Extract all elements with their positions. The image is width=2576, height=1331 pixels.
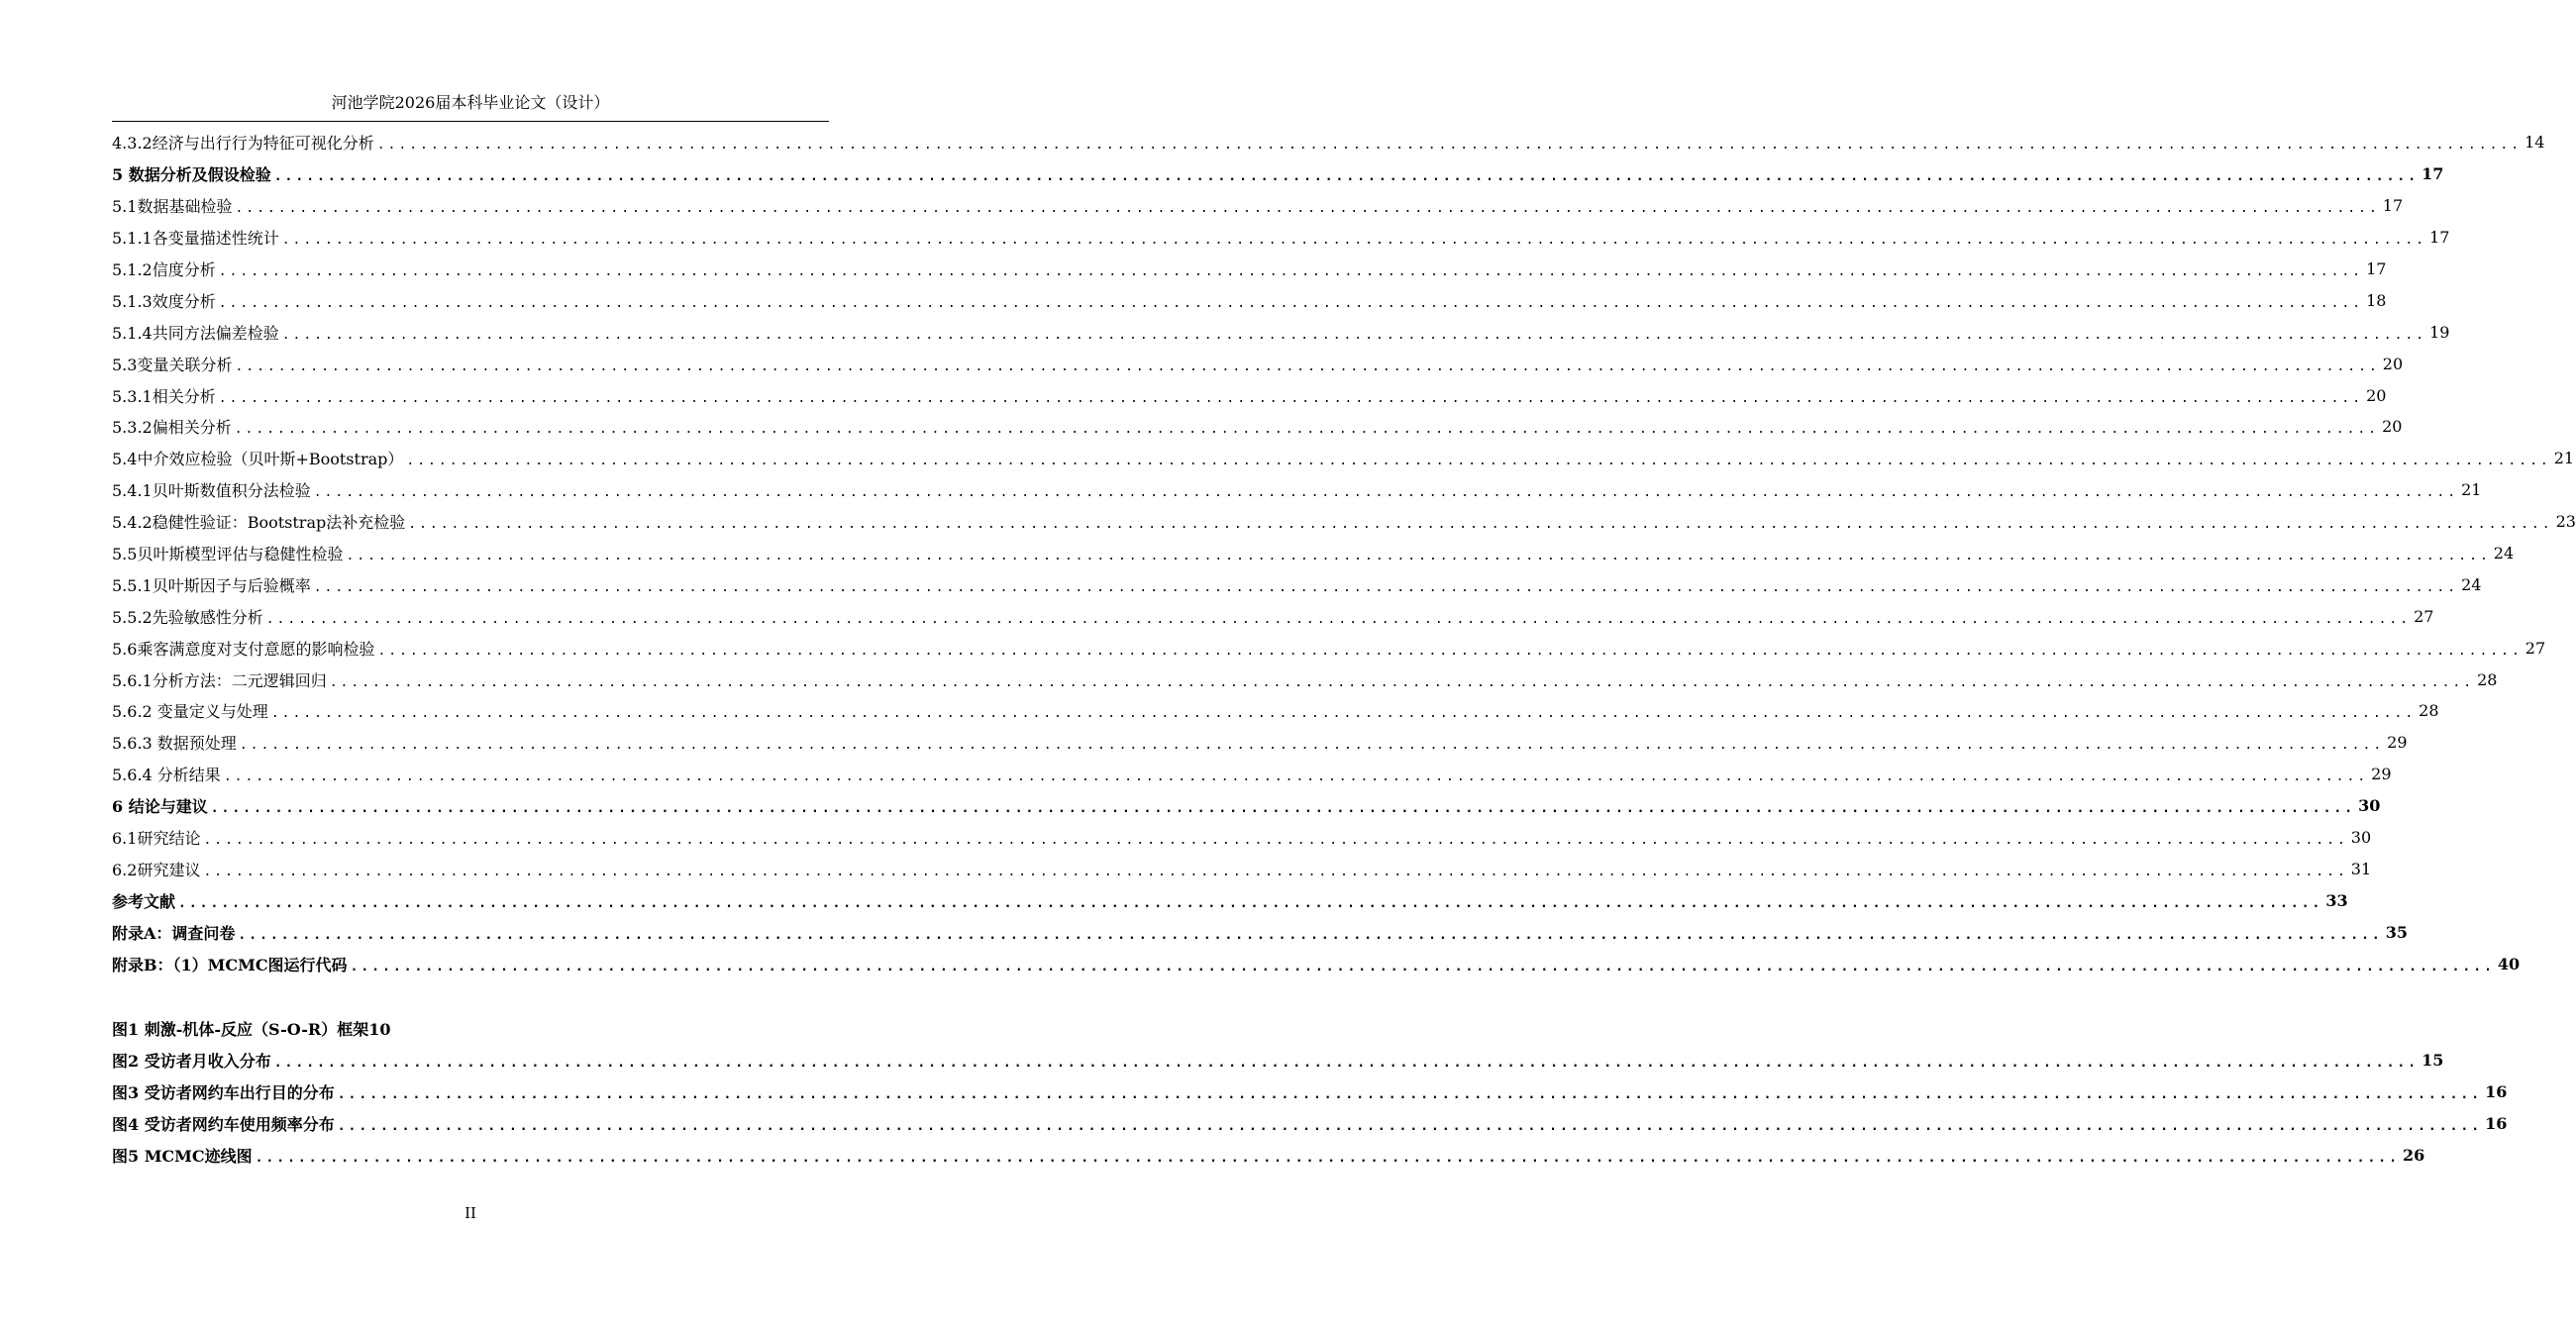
dot-leader: ........................................................................................................................................................................................................ xyxy=(329,674,2475,690)
dot-leader: ........................................................................................................................................................................................................ xyxy=(270,706,2417,722)
toc-entry[interactable] xyxy=(112,474,2482,506)
toc-entry[interactable] xyxy=(112,853,2372,884)
toc-entry[interactable] xyxy=(112,727,2408,759)
toc-entry[interactable] xyxy=(112,916,2409,948)
toc-entry-page-number: 19 xyxy=(2429,322,2450,342)
toc-entry-label: 5.1.2信度分析 xyxy=(112,260,216,279)
toc-entry[interactable] xyxy=(112,1140,2425,1172)
toc-entry-page-number: 17 xyxy=(2429,228,2450,248)
toc-entry-label: 5.4.1贝叶斯数值积分法检验 xyxy=(112,481,311,501)
dot-leader: ........................................................................................................................................................................................................ xyxy=(265,611,2412,627)
dot-leader: ........................................................................................................................................................................................................ xyxy=(234,422,2380,438)
toc-entry-label: 4.3.2经济与出行行为特征可视化分析 xyxy=(112,134,374,154)
toc-entry[interactable] xyxy=(112,632,2546,664)
toc-entry-page-number: 21 xyxy=(2461,480,2482,500)
toc-entry-label: 5.3变量关联分析 xyxy=(112,355,233,374)
toc-entry[interactable] xyxy=(112,411,2403,443)
toc-entry[interactable] xyxy=(112,316,2450,348)
toc-entry[interactable] xyxy=(112,1013,829,1045)
dot-leader: ........................................................................................................................................................................................................ xyxy=(238,927,2383,943)
toc-entry-label: 5.1.3效度分析 xyxy=(112,291,216,311)
toc-entry-label: 5.3.1相关分析 xyxy=(112,386,216,406)
toc-entry[interactable] xyxy=(112,443,2575,474)
toc-entry[interactable] xyxy=(112,664,2498,695)
toc-entry-page-number: 26 xyxy=(2402,1146,2425,1165)
toc-entry[interactable] xyxy=(112,348,2404,379)
toc-entry-label: 5.5贝叶斯模型评估与稳健性检验 xyxy=(112,545,344,564)
toc-entry[interactable] xyxy=(112,948,2521,979)
toc-entry-label: 5.6.4 分析结果 xyxy=(112,766,221,785)
toc-entry-label: 图5 MCMC迹线图 xyxy=(112,1147,253,1166)
toc-entry-page-number: 29 xyxy=(2387,733,2408,753)
toc-entry[interactable] xyxy=(112,190,2404,222)
toc-entry[interactable] xyxy=(112,506,2576,538)
toc-entry-page-number: 35 xyxy=(2385,922,2409,942)
dot-leader: ........................................................................................................................................................................................................ xyxy=(273,169,2420,185)
toc-entry-page-number: 20 xyxy=(2382,354,2404,373)
toc-entry-page-number: 20 xyxy=(2382,417,2403,437)
toc-entry-label: 5.6乘客满意度对支付意愿的影响检验 xyxy=(112,639,375,659)
toc-entry[interactable] xyxy=(112,568,2482,600)
dot-leader: ........................................................................................................................................................................................................ xyxy=(235,358,2380,374)
toc-entry[interactable] xyxy=(112,1108,2508,1140)
toc-entry-label: 5.5.2先验敏感性分析 xyxy=(112,607,263,627)
toc-entry-page-number: 15 xyxy=(2421,1051,2444,1071)
toc-entry-label: 图2 受访者月收入分布 xyxy=(112,1052,271,1072)
toc-entry[interactable] xyxy=(112,1076,2508,1108)
dot-leader: ........................................................................................................................................................................................................ xyxy=(178,895,2323,911)
table-of-contents xyxy=(112,127,2576,979)
toc-entry-page-number: 17 xyxy=(2366,259,2387,278)
toc-entry-page-number: 40 xyxy=(2497,954,2521,973)
toc-entry-page-number: 29 xyxy=(2371,765,2392,784)
dot-leader: ........................................................................................................................................................................................................ xyxy=(313,485,2459,501)
toc-entry-page-number: 14 xyxy=(2524,133,2545,153)
toc-entry-page-number: 30 xyxy=(2350,828,2372,848)
dot-leader: ........................................................................................................................................................................................................ xyxy=(337,1119,2483,1135)
toc-entry-page-number: 23 xyxy=(2555,512,2576,532)
toc-entry[interactable] xyxy=(112,600,2434,632)
running-header: 河池学院2026届本科毕业论文（设计） xyxy=(331,93,610,112)
dot-leader: ........................................................................................................................................................................................................ xyxy=(273,1056,2420,1072)
toc-entry-label: 5.6.2 变量定义与处理 xyxy=(112,702,268,722)
toc-entry-page-number: 16 xyxy=(2485,1082,2508,1102)
dot-leader: ........................................................................................................................................................................................................ xyxy=(346,549,2491,564)
dot-leader: ........................................................................................................................................................................................................ xyxy=(281,327,2427,343)
dot-leader: ........................................................................................................................................................................................................ xyxy=(377,643,2523,659)
dot-leader: ........................................................................................................................................................................................................ xyxy=(210,801,2356,817)
toc-entry-page-number: 24 xyxy=(2493,544,2515,563)
toc-entry-label: 5.1数据基础检验 xyxy=(112,197,233,217)
dot-leader: ........................................................................................................................................................................................................ xyxy=(223,769,2369,785)
toc-entry-label: 5 数据分析及假设检验 xyxy=(112,165,271,185)
toc-entry-page-number: 28 xyxy=(2477,669,2498,689)
toc-entry-page-number: 21 xyxy=(2553,449,2575,468)
dot-leader: ........................................................................................................................................................................................................ xyxy=(255,1151,2400,1166)
dot-leader: ........................................................................................................................................................................................................ xyxy=(406,454,2551,469)
dot-leader: ........................................................................................................................................................................................................ xyxy=(218,390,2364,406)
dot-leader: ........................................................................................................................................................................................................ xyxy=(313,579,2459,595)
dot-leader: ........................................................................................................................................................................................................ xyxy=(239,738,2385,754)
dot-leader: ........................................................................................................................................................................................................ xyxy=(337,1087,2483,1103)
toc-entry[interactable] xyxy=(112,822,2372,854)
header-rule xyxy=(112,121,829,122)
dot-leader: ........................................................................................................................................................................................................ xyxy=(203,864,2348,879)
toc-entry-label: 5.4.2稳健性验证：Bootstrap法补充检验 xyxy=(112,513,406,533)
toc-entry-label: 5.6.3 数据预处理 xyxy=(112,734,237,754)
toc-entry-label: 6 结论与建议 xyxy=(112,797,208,817)
toc-entry-label: 5.1.1各变量描述性统计 xyxy=(112,229,279,249)
toc-entry-page-number: 24 xyxy=(2461,574,2482,594)
toc-entry-label: 5.4中介效应检验（贝叶斯+Bootstrap） xyxy=(112,450,404,469)
toc-entry-page-number: 18 xyxy=(2366,290,2387,310)
toc-entry[interactable] xyxy=(112,158,2444,190)
figure-list xyxy=(112,1013,2508,1171)
toc-entry[interactable] xyxy=(112,222,2450,254)
toc-entry[interactable] xyxy=(112,284,2387,316)
toc-entry-page-number: 28 xyxy=(2419,701,2439,721)
toc-entry-page-number: 17 xyxy=(2382,196,2404,216)
dot-leader: ........................................................................................................................................................................................................ xyxy=(235,201,2380,217)
toc-entry-page-number: 27 xyxy=(2524,638,2546,658)
toc-entry[interactable] xyxy=(112,1045,2444,1076)
toc-entry[interactable] xyxy=(112,695,2439,727)
toc-entry[interactable] xyxy=(112,254,2387,285)
toc-entry-page-number: 16 xyxy=(2485,1114,2508,1134)
dot-leader: ........................................................................................................................................................................................................ xyxy=(350,959,2495,974)
toc-entry-page-number: 33 xyxy=(2325,890,2348,910)
toc-entry[interactable] xyxy=(112,759,2392,790)
dot-leader: ........................................................................................................................................................................................................ xyxy=(376,138,2523,154)
dot-leader: ........................................................................................................................................................................................................ xyxy=(203,833,2348,849)
toc-entry[interactable] xyxy=(112,538,2515,569)
dot-leader: ........................................................................................................................................................................................................ xyxy=(218,264,2364,279)
toc-entry-page-number: 27 xyxy=(2414,606,2434,626)
toc-entry[interactable] xyxy=(112,379,2387,411)
dot-leader: ........................................................................................................................................................................................................ xyxy=(218,295,2364,311)
toc-entry-label: 6.2研究建议 xyxy=(112,860,201,879)
toc-entry-label: 附录A：调查问卷 xyxy=(112,923,236,943)
toc-entry-label: 参考文献 xyxy=(112,891,176,911)
page-number: II xyxy=(464,1204,476,1222)
toc-entry-label: 5.1.4共同方法偏差检验 xyxy=(112,323,279,343)
toc-entry[interactable] xyxy=(112,790,2381,822)
dot-leader: ........................................................................................................................................................................................................ xyxy=(281,233,2427,249)
toc-entry[interactable] xyxy=(112,884,2348,916)
toc-entry-label: 图1 刺激-机体-反应（S-O-R）框架10 xyxy=(112,1020,391,1040)
toc-entry-label: 图3 受访者网约车出行目的分布 xyxy=(112,1083,335,1103)
toc-entry-label: 图4 受访者网约车使用频率分布 xyxy=(112,1115,335,1135)
toc-entry-page-number: 20 xyxy=(2366,385,2387,405)
toc-entry-label: 附录B：（1）MCMC图运行代码 xyxy=(112,955,348,974)
toc-entry[interactable] xyxy=(112,127,2545,158)
toc-entry-page-number: 31 xyxy=(2350,859,2372,878)
toc-entry-page-number: 17 xyxy=(2421,164,2444,184)
toc-entry-label: 6.1研究结论 xyxy=(112,829,201,849)
dot-leader: ........................................................................................................................................................................................................ xyxy=(408,517,2553,533)
toc-entry-page-number: 30 xyxy=(2358,796,2381,816)
toc-entry-label: 5.5.1贝叶斯因子与后验概率 xyxy=(112,575,311,595)
toc-entry-label: 5.6.1分析方法：二元逻辑回归 xyxy=(112,670,327,690)
toc-entry-label: 5.3.2偏相关分析 xyxy=(112,418,232,438)
